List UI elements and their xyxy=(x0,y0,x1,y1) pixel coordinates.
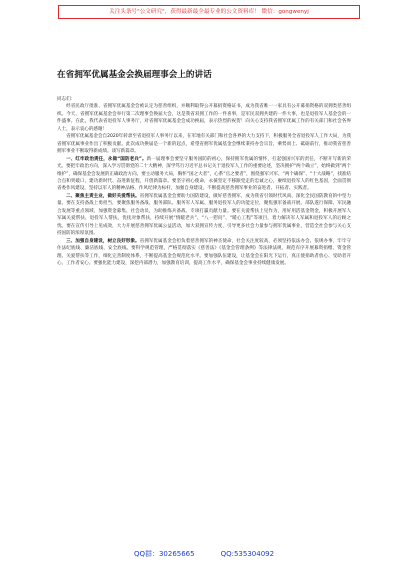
section-1-text: 新一届理事会要坚守服务国防的初心，保持拥军优属的情怀，扛起强国兴军的责任，不断开写新的荣光。要把牢政治方向，深入学习贯彻党的二十大精神，深学笃行习近平总书记关于退役军人工作的重要论述，坚决拥护“两个确立”，始终做到“两个维护”，确保基金会发展的正确政治方向。要主动服务大局，胸怀“国之大者”，心系“官之要者”，围绕强军兴军、“两个确保”、“十大战略”，找准结合点和突破口，建功新时代、奋进新征程，开创新篇章。要坚守初心使命，永葆坚定不移跟党走的忠诚之心，赓续退役军人的红色基因，全面贯彻省委作风建设，坚持以军人的精神品格、作风纪律为标杆，加强自身建设，不断提高慈善拥军事业的奋进者、开拓者、实践者。 xyxy=(57,156,352,192)
section-1-heading: 一、红牢政治责任，永做“国防老兵”。 xyxy=(66,156,147,162)
paragraph-2 xyxy=(57,133,351,155)
promo-banner: 关注头条号"公文研究"，获得最新最全最专业的公文资料库！ 微信：gongwenyj xyxy=(58,5,360,19)
section-3-text: 省拥军优属基金会担负着慈善拥军的神圣使命，社会关注度较高，必须坚持依法办会、依规办事，牢牢守住法纪底线、廉洁底线、安全底线。要科学规范管理，严格贯彻落实《慈善法》《基金会管理条例》等法律法规，规范有序开展募资捐赠、资金管理、关爱帮扶等工作，细化完善制度体系，不断提高基金会规范化水平。要加强队伍建设，让基金会在阳光下运行，真正使捐助者放心、受助者开心、工作者安心。要强化能力建设，深挖内部潜力，加强教育培训，提高工作水平，确保基金会事业持续健康发展。 xyxy=(57,238,352,266)
qq-number: QQ:535304092 xyxy=(220,550,275,558)
section-2-text: 省拥军优属基金会要助力国防建设，做好慈善拥军，成为我省引领时代风尚、深化全民国防教育的中坚力量。要在支持备战上勇担当，要聚焦服务备战、服务部队、服务军人军属、服务退役军人的功能定位，聚焦强军备战开展、部队遂行保障、军民融合发展等重点领域，加强资金募集、社会动员，为助推练兵备战、专项打赢贡献力量。要在关爱帮扶上见作为，用好用活基金资金，积极开展军人军属关爱帮扶、退役军人帮扶、优抚对象帮扶，持续开展“情暖老兵”、“八一慰问”、“暖心工程”等项目，着力解决军人军属和退役军人的后顾之忧。要在宣传引导上见成效，大力开展慈善拥军优属公益活动，加大双拥宣传力度，引导更多社会力量参与拥军优属事业，营造全社会参与关心支持国防的浓厚氛围。 xyxy=(57,193,352,237)
contact-footer xyxy=(0,549,408,559)
section-2 xyxy=(57,193,351,238)
section-3-heading: 三、加强自身建设，树立良好形象。 xyxy=(66,238,140,244)
section-1 xyxy=(57,156,351,193)
section-3 xyxy=(57,238,351,268)
section-2-heading: 二、聚焦主责主业，做好关爱帮扶。 xyxy=(66,193,140,199)
paragraph-1-text: 经省民政厅批准、省拥军优属基金会被认定为慈善组织，并顺利取得公开募捐资格证书，成为我省唯一一家具有公开募捐资格的双拥类慈善组织。今天，省拥军优属基金会举行第二次理事会换届大会，这是我省双拥工作的一件喜事，是军民双拥共建的一件大事，也是退役军人基金会的一件盛事。在此，我代表省退役军人事务厅，对省拥军优属基金会成功换届，表示热烈的祝贺！向关心支持我省拥军优属工作的有关部门和社会各界人士，表示衷心的感谢！ xyxy=(57,104,351,132)
salutation: 同志们： xyxy=(57,97,76,102)
paragraph-1 xyxy=(57,103,351,133)
paragraph-2-text: 省拥军优属基金会自2020年转隶至省退役军人事务厅以来，在军地有关部门和社会各界的大力支持下，积极服务全省退役军人工作大局，为我省拥军优属事业作出了积极贡献。此次成功换届是一个新的起点，希望省拥军优属基金会继续秉持办会宗旨，乘势而上、砥砺前行，推动我省慈善拥军事业不断取得新成绩。谈写新篇章。 xyxy=(57,134,351,155)
qq-group-number: QQ群：30265665 xyxy=(133,550,195,558)
document-title: 在省拥军优属基金会换届理事会上的讲话 xyxy=(57,70,212,80)
document-body xyxy=(57,96,351,267)
